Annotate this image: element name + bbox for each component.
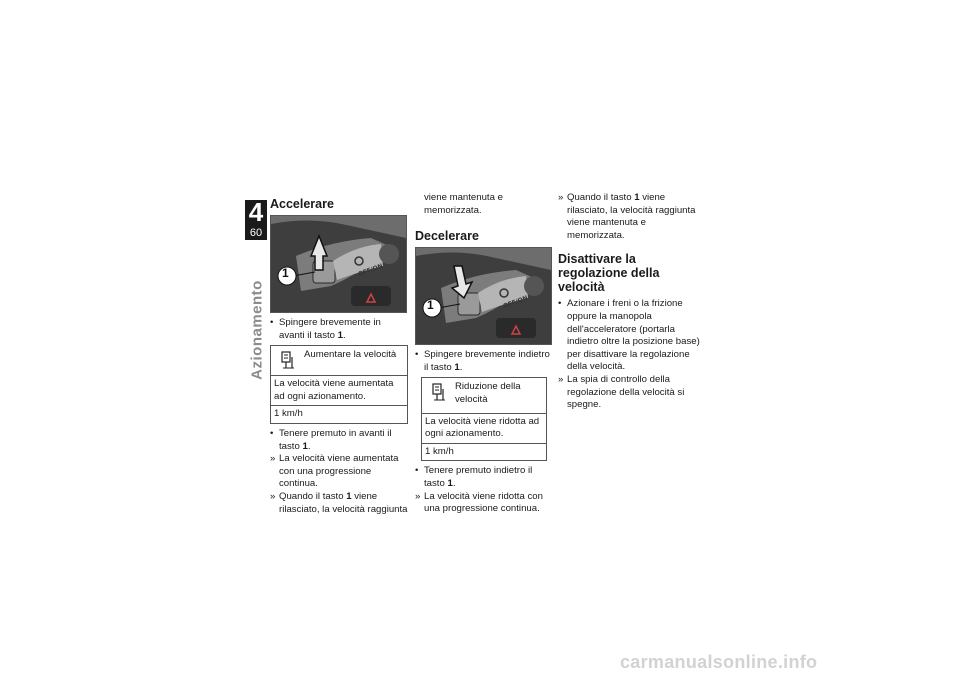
switch-illustration (416, 248, 551, 344)
list-item: » La velocità viene aumentata con una progressione continua. (270, 453, 399, 490)
spec-description: La velocità viene aumentata ad ogni azionamento. (274, 378, 394, 402)
photo-switch-accelerate (270, 215, 407, 313)
callout-1: 1 (427, 298, 434, 313)
column-disattivare (558, 192, 703, 412)
setting-icon (431, 383, 447, 401)
list-item: • Spingere brevemente in avanti il tasto 1. (270, 317, 381, 341)
callout-1: 1 (282, 266, 289, 280)
spec-title: Riduzione della velocità (455, 381, 521, 405)
list-item: » La spia di controllo della regolazione della velocità si spegne. (558, 373, 685, 411)
heading-accelerare: Accelerare (270, 197, 334, 211)
list-item: • Spingere brevemente indietro il tasto 1. (415, 349, 550, 373)
spec-value: 1 km/h (271, 405, 407, 423)
column-decelerare (415, 192, 553, 516)
heading-decelerare: Decelerare (415, 229, 479, 244)
chapter-number: 4 (248, 197, 264, 227)
setting-icon (280, 351, 296, 369)
page-number: 60 (249, 227, 263, 239)
spec-value: 1 km/h (422, 443, 546, 461)
list-item: • Tenere premuto indietro il tasto 1. (415, 465, 533, 489)
column-accelerare (270, 197, 408, 516)
spec-box-decrease (421, 377, 547, 461)
offon-label: OFF/ON (502, 294, 529, 311)
spec-box-increase (270, 345, 408, 424)
offon-label: OFF/ON (357, 262, 384, 278)
photo-switch-decelerate (415, 247, 552, 345)
chapter-label: Azionamento (248, 280, 266, 380)
list-item: » La velocità viene ridotta con una progressione continua. (415, 490, 543, 515)
footer-watermark: carmanualsonline.info (620, 652, 818, 672)
switch-illustration (271, 216, 406, 312)
continuation-text: viene mantenuta e memorizzata. (424, 192, 503, 216)
list-item: » Quando il tasto 1 viene rilasciato, la velocità raggiunta viene mantenuta e memorizzata. (558, 192, 696, 241)
spec-title: Aumentare la velocità (304, 349, 397, 361)
heading-disattivare: Disattivare la regolazione della velocità (558, 252, 660, 295)
spec-description: La velocità viene ridotta ad ogni azionamento. (425, 415, 540, 440)
list-item: » Quando il tasto 1 viene rilasciato, la velocità raggiunta (270, 490, 408, 515)
list-item: • Tenere premuto in avanti il tasto 1. (270, 427, 392, 452)
list-item: • Azionare i freni o la frizione oppure la manopola dell'acceleratore (portarla indietro oltre la posizione base) per disattivare la regolazione della velocità. (558, 298, 700, 373)
